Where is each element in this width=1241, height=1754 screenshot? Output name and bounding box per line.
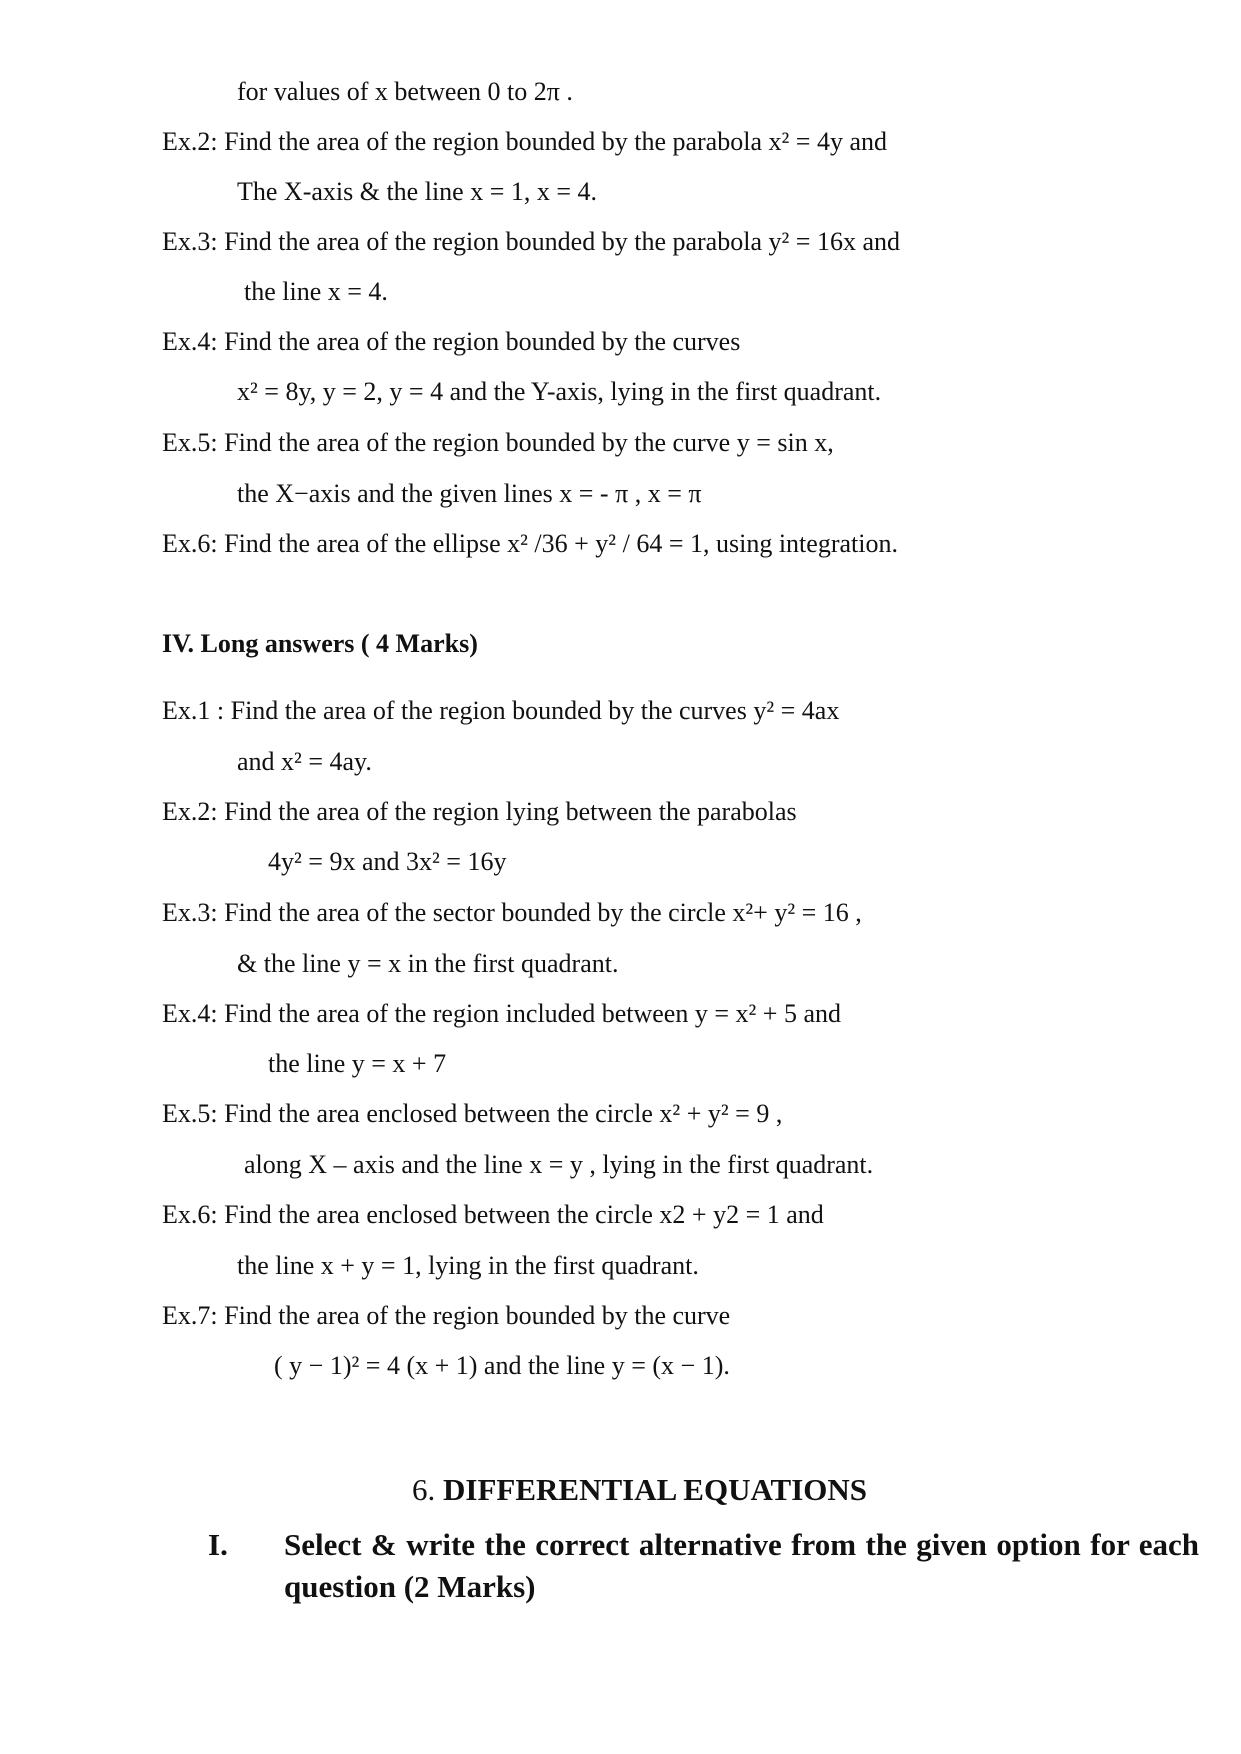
- exercise-text: Find the area of the ellipse x² /36 + y² / 64 = 1, using integration.: [224, 529, 898, 558]
- part-numeral: I.: [208, 1527, 228, 1562]
- exercise-6: [162, 528, 898, 560]
- part-instruction: Select & write the correct alternative from the given option for each question (2 Marks): [284, 1527, 1199, 1604]
- exercise-line: the line x = 4.: [244, 277, 388, 306]
- section-heading: IV. Long answers ( 4 Marks): [162, 629, 478, 658]
- exercise-6: [162, 1199, 824, 1231]
- exercise-text: Find the area of the sector bounded by the circle x²+ y² = 16 ,: [224, 898, 862, 927]
- exercise-line: 4y² = 9x and 3x² = 16y: [268, 847, 507, 876]
- exercise-label: Ex.6:: [162, 1200, 218, 1229]
- exercise-line: for values of x between 0 to 2π .: [237, 77, 573, 106]
- chapter-number: 6.: [412, 1472, 436, 1507]
- exercise-line: the line x + y = 1, lying in the first quadrant.: [237, 1251, 699, 1280]
- exercise-label: Ex.4:: [162, 999, 218, 1028]
- exercise-line: the line y = x + 7: [268, 1049, 447, 1078]
- exercise-text: Find the area enclosed between the circle x2 + y2 = 1 and: [224, 1200, 824, 1229]
- exercise-3: [162, 226, 900, 258]
- exercise-label: Ex.5:: [162, 428, 218, 457]
- exercise-text: Find the area of the region bounded by the curves: [224, 327, 741, 356]
- exercise-line: along X – axis and the line x = y , lying in the first quadrant.: [244, 1150, 874, 1179]
- exercise-line: & the line y = x in the first quadrant.: [237, 949, 619, 978]
- exercise-text: Find the area of the region bounded by the curve: [224, 1301, 731, 1330]
- exercise-5: [162, 1098, 782, 1130]
- exercise-1: [162, 695, 839, 727]
- exercise-text: Find the area of the region bounded by the parabola x² = 4y and: [224, 127, 887, 156]
- exercise-text: Find the area of the region bounded by the parabola y² = 16x and: [224, 227, 900, 256]
- exercise-4: [162, 998, 841, 1030]
- exercise-label: Ex.3:: [162, 227, 218, 256]
- exercise-label: Ex.2:: [162, 797, 218, 826]
- exercise-line: The X-axis & the line x = 1, x = 4.: [237, 177, 598, 206]
- exercise-label: Ex.5:: [162, 1099, 218, 1128]
- exercise-2: [162, 796, 797, 828]
- exercise-label: Ex.1 :: [162, 696, 225, 725]
- exercise-label: Ex.7:: [162, 1301, 218, 1330]
- chapter-title: [412, 1471, 867, 1509]
- exercise-label: Ex.6:: [162, 529, 218, 558]
- exercise-line: x² = 8y, y = 2, y = 4 and the Y-axis, lying in the first quadrant.: [237, 377, 882, 406]
- exercise-line: the X−axis and the given lines x = - π , x = π: [237, 479, 702, 508]
- exercise-line: and x² = 4ay.: [237, 747, 372, 776]
- exercise-7: [162, 1300, 730, 1332]
- exercise-4: [162, 326, 740, 358]
- exercise-label: Ex.4:: [162, 327, 218, 356]
- exercise-2: [162, 126, 887, 158]
- exercise-label: Ex.3:: [162, 898, 218, 927]
- exercise-text: Find the area of the region bounded by the curves y² = 4ax: [230, 696, 840, 725]
- exercise-text: Find the area of the region lying between the parabolas: [224, 797, 797, 826]
- chapter-name: DIFFERENTIAL EQUATIONS: [443, 1472, 868, 1507]
- exercise-text: Find the area of the region bounded by the curve y = sin x,: [224, 428, 834, 457]
- exercise-text: Find the area enclosed between the circle x² + y² = 9 ,: [224, 1099, 783, 1128]
- exercise-line: ( y − 1)² = 4 (x + 1) and the line y = (x − 1).: [274, 1351, 730, 1380]
- exercise-3: [162, 897, 862, 929]
- exercise-label: Ex.2:: [162, 127, 218, 156]
- exercise-5: [162, 427, 834, 459]
- exercise-text: Find the area of the region included between y = x² + 5 and: [224, 999, 841, 1028]
